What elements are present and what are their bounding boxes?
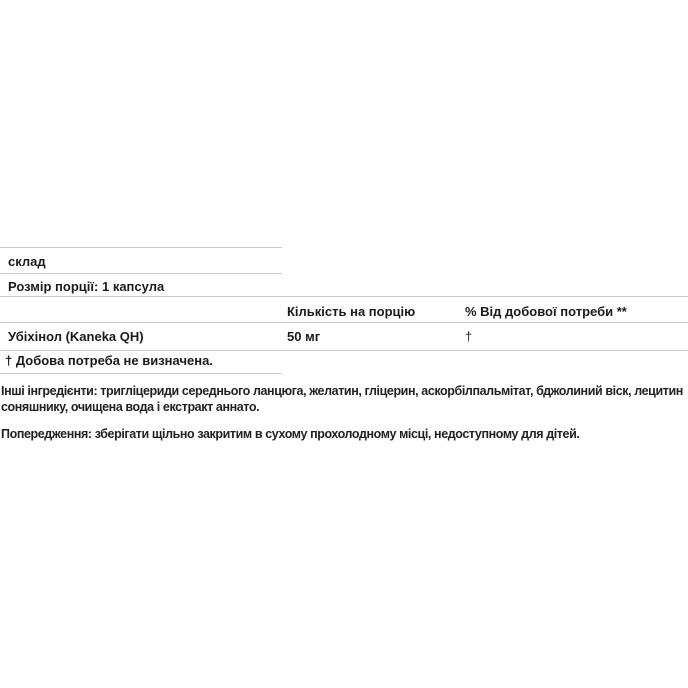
- section-title: склад: [8, 254, 46, 269]
- ingredient-amount: 50 мг: [287, 329, 321, 344]
- warning-text: Попередження: зберігати щільно закритим в сухому прохолодному місці, недоступному для дітей.: [1, 427, 580, 441]
- divider: [0, 296, 688, 297]
- divider: [0, 273, 282, 274]
- divider: [0, 373, 282, 374]
- divider: [0, 322, 688, 323]
- divider: [0, 247, 282, 248]
- daily-value-footnote: † Добова потреба не визначена.: [5, 353, 213, 368]
- ingredient-daily-value: †: [465, 329, 473, 344]
- column-header-amount: Кількість на порцію: [287, 304, 416, 319]
- other-ingredients: Інші інгредієнти: тригліцериди середнього ланцюга, желатин, гліцерин, аскорбілпальмітат, бджолиний віск, лецитин соняшнику, очищена вода і екстракт аннато.: [1, 384, 683, 414]
- ingredient-name: Убіхінол (Kaneka QH): [8, 329, 144, 344]
- divider: [0, 350, 688, 351]
- column-header-daily-value: % Від добової потреби **: [465, 304, 627, 319]
- serving-size: Розмір порції: 1 капсула: [8, 279, 165, 294]
